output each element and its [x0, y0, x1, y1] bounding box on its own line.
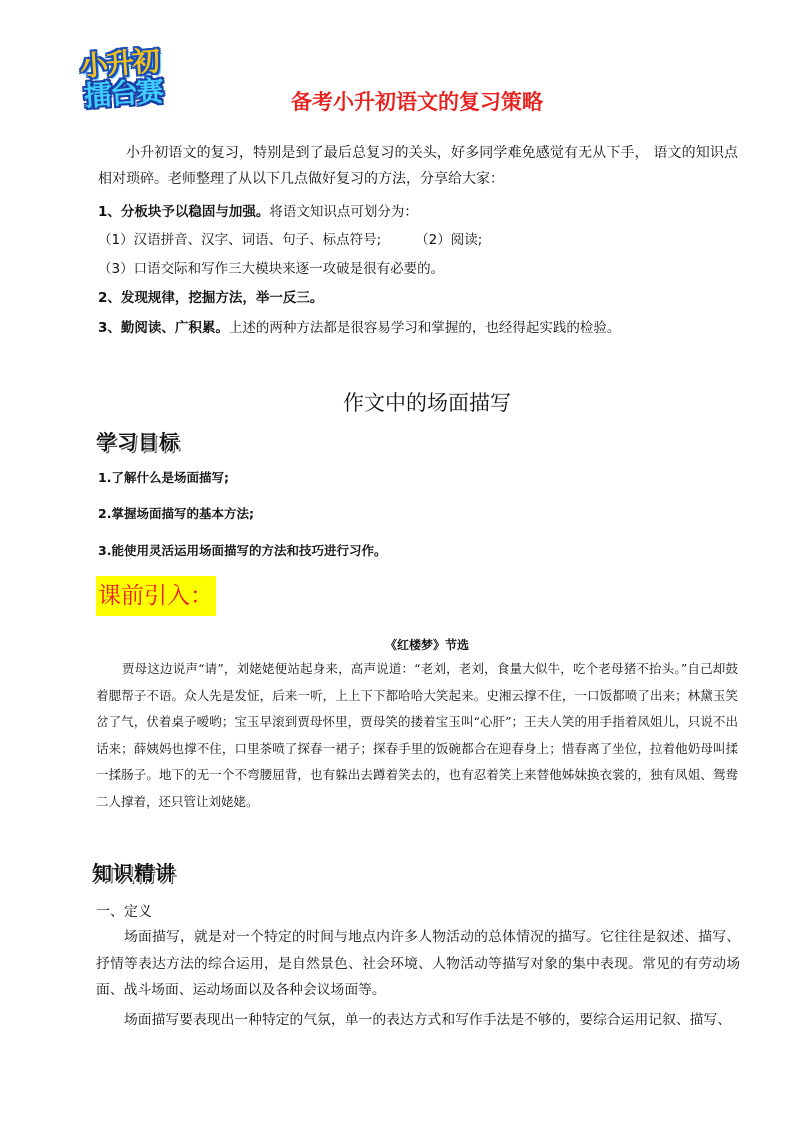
point-3-bold: 3、勤阅读、广积累。 — [98, 320, 229, 336]
goal-item: 1.了解什么是场面描写; — [98, 470, 229, 485]
intro-label: 课前引入： — [96, 576, 216, 616]
point-1-rest: 将语文知识点可划分为： — [269, 204, 418, 220]
excerpt-text: 贾母这边说声“请”，刘姥姥便站起身来，高声说道：“老刘，老刘，食量大似牛，吃个老母猪不抬头。”自己却鼓着腮帮子不语。众人先是发怔，后来一听，上上下下都哈哈大笑起来。史湘云撑不住，一口饭都喷了出来；林黛玉笑岔了气，伏着桌子嗳哟；宝玉早滚到贾母怀里，贾母笑的搂着宝玉叫“心肝”；王夫人笑的用手指着凤姐儿，只说不出话来；薛姨妈也撑不住，口里茶喷了探春一裙子；探春手里的饭碗都合在迎春身上；惜春离了坐位，拉着他奶母叫揉一揉肠子。地下的无一个不弯腰屈背，也有躲出去蹲着笑去的，也有忍着笑上来替他姊妹换衣裳的，独有凤姐、鸳鸯二人撑着，还只管让刘姥姥。 — [96, 661, 738, 809]
definition-title: 一、定义 — [96, 904, 152, 920]
point-1-a: （1）汉语拼音、汉字、词语、句子、标点符号; — [98, 232, 382, 248]
point-1-a-row — [98, 230, 482, 250]
point-1-c: （3）口语交际和写作三大模块来逐一攻破是很有必要的。 — [98, 261, 445, 277]
page-title: 备考小升初语文的复习策略 — [291, 90, 543, 114]
point-1-bold: 1、分板块予以稳固与加强。 — [98, 204, 270, 220]
goals-header: 学习目标 — [96, 430, 180, 454]
section-title: 作文中的场面描写 — [343, 391, 511, 415]
point-1 — [98, 202, 418, 222]
knowledge-header: 知识精讲 — [92, 861, 176, 885]
definition-paragraph-1: 场面描写，就是对一个特定的时间与地点内许多人物活动的总体情况的描写。它往往是叙述、描写、抒情等表达方法的综合运用，是自然景色、社会环境、人物活动等描写对象的集中表现。常见的有劳动场面、战斗场面、运动场面以及各种会议场面等。 — [96, 929, 740, 998]
point-3-rest: 上述的两种方法都是很容易学习和掌握的，也经得起实践的检验。 — [228, 320, 621, 336]
point-1-b: （2）阅读; — [415, 232, 483, 248]
definition-paragraph-2: 场面描写要表现出一种特定的气氛，单一的表达方式和写作手法是不够的，要综合运用记叙、描写、 — [124, 1012, 732, 1028]
point-3 — [98, 318, 620, 338]
logo-text-line1: 小升初 — [78, 44, 160, 83]
logo-text-line2: 擂台赛 — [82, 74, 164, 113]
goal-item: 3.能使用灵活运用场面描写的方法和技巧进行习作。 — [98, 543, 387, 558]
intro-paragraph: 小升初语文的复习，特别是到了最后总复习的关头，好多同学难免感觉有无从下手， 语文的知识点相对琐碎。老师整理了从以下几点做好复习的方法，分享给大家： — [98, 145, 738, 187]
goal-item: 2.掌握场面描写的基本方法; — [98, 506, 254, 521]
excerpt-title: 《红楼梦》节选 — [384, 638, 469, 652]
point-2: 2、发现规律，挖掘方法，举一反三。 — [98, 290, 324, 306]
